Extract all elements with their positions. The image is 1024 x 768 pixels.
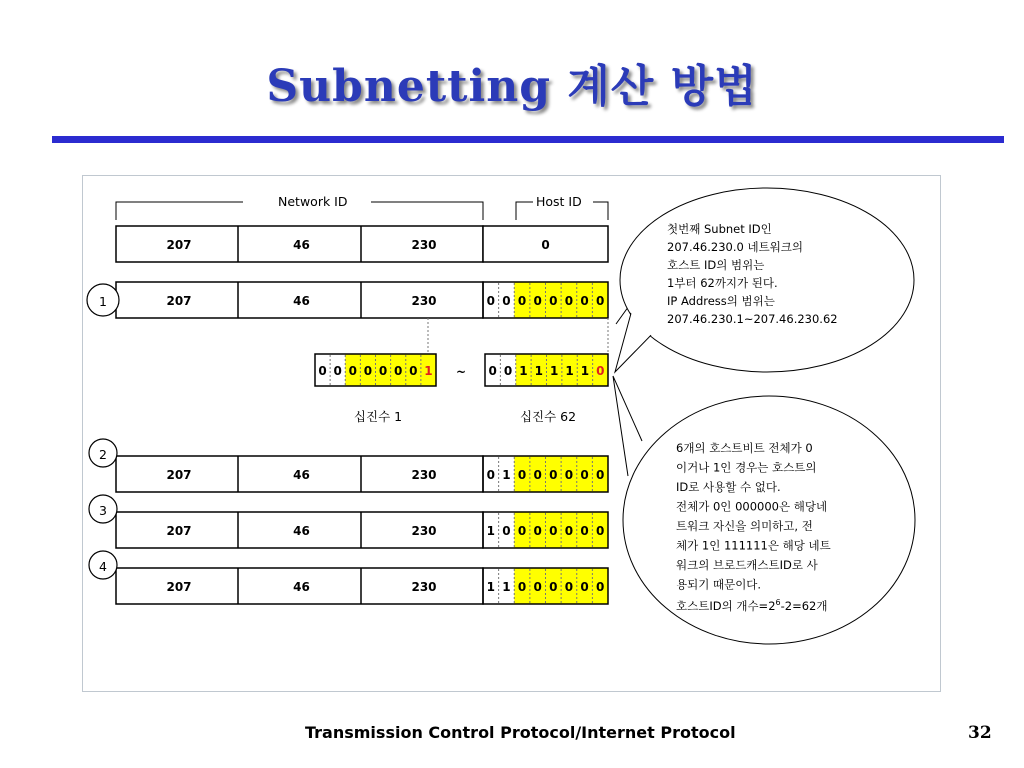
bubble-top-line: 207.46.230.1~207.46.230.62 bbox=[667, 312, 838, 326]
bit-digit: 0 bbox=[596, 294, 605, 308]
row-marker bbox=[89, 439, 117, 467]
octet-value: 230 bbox=[411, 580, 437, 594]
bubble-bottom-line: 6개의 호스트비트 전체가 0 bbox=[676, 441, 813, 455]
bit-digit: 0 bbox=[564, 580, 574, 594]
bit-digit: 0 bbox=[502, 524, 511, 538]
octet-value: 230 bbox=[411, 238, 437, 252]
bit-digit: 0 bbox=[596, 364, 605, 378]
bit-digit: 1 bbox=[580, 364, 590, 378]
address-row bbox=[89, 551, 608, 604]
octet-value: 46 bbox=[293, 238, 310, 252]
bit-digit: 0 bbox=[378, 364, 388, 378]
address-row bbox=[89, 439, 608, 492]
octet-value: 207 bbox=[166, 524, 192, 538]
host-id-bracket bbox=[516, 194, 608, 220]
marker-number: 2 bbox=[99, 447, 107, 462]
octet-value: 230 bbox=[411, 468, 437, 482]
bubble-bottom-line: 체가 1인 111111은 해당 네트 bbox=[676, 538, 831, 553]
bit-digit: 0 bbox=[564, 524, 574, 538]
host-bits bbox=[483, 456, 608, 492]
bubble-bottom bbox=[613, 376, 915, 644]
bit-digit: 0 bbox=[488, 364, 497, 378]
bubble-bottom-line: 용되기 때문이다. bbox=[676, 577, 762, 592]
row-marker bbox=[89, 551, 117, 579]
octet-value: 46 bbox=[293, 524, 310, 538]
bit-digit: 0 bbox=[318, 364, 327, 378]
bit-digit: 0 bbox=[533, 294, 542, 308]
bit-digit: 1 bbox=[534, 364, 543, 378]
bit-digit: 1 bbox=[424, 364, 433, 378]
octet-value: 46 bbox=[293, 294, 310, 308]
octet-value: 207 bbox=[166, 468, 192, 482]
bit-digit: 0 bbox=[348, 364, 357, 378]
host-count-formula: 호스트ID의 개수$=2^6-2=62$개 bbox=[676, 598, 828, 613]
network-id-label: Network ID bbox=[278, 194, 348, 209]
octet-value: 207 bbox=[166, 294, 192, 308]
marker-number: 1 bbox=[99, 294, 107, 309]
host-bits bbox=[483, 512, 608, 548]
address-row bbox=[116, 226, 608, 262]
bit-digit: 0 bbox=[517, 468, 527, 482]
bubble-top-line: 1부터 62까지가 된다. bbox=[667, 276, 778, 290]
host-range bbox=[315, 318, 608, 424]
bubble-bottom-line: 전체가 0인 000000은 해당네 bbox=[676, 499, 828, 514]
bit-digit: 0 bbox=[580, 524, 589, 538]
marker-number: 3 bbox=[99, 503, 107, 518]
bubble-top-line: 첫번째 Subnet ID인 bbox=[667, 222, 772, 236]
bit-digit: 0 bbox=[549, 294, 558, 308]
footer-text: Transmission Control Protocol/Internet Protocol bbox=[305, 723, 736, 742]
bit-digit: 0 bbox=[533, 524, 542, 538]
bubble-bottom-line: 워크의 브로드캐스트ID로 사 bbox=[676, 558, 818, 572]
bit-digit: 0 bbox=[549, 468, 558, 482]
bit-digit: 0 bbox=[596, 524, 605, 538]
bit-digit: 0 bbox=[580, 580, 589, 594]
bubble-top-line: 호스트 ID의 범위는 bbox=[667, 258, 765, 272]
address-row bbox=[89, 495, 608, 548]
row-marker bbox=[89, 495, 117, 523]
bit-digit: 1 bbox=[502, 468, 511, 482]
marker-number: 4 bbox=[99, 559, 107, 574]
host-bits bbox=[483, 282, 608, 318]
bit-digit: 1 bbox=[550, 364, 559, 378]
bit-digit: 0 bbox=[486, 468, 495, 482]
bit-digit: 1 bbox=[486, 524, 495, 538]
decimal-last: 십진수 62 bbox=[519, 409, 577, 424]
bit-digit: 1 bbox=[502, 580, 511, 594]
bit-digit: 0 bbox=[580, 294, 589, 308]
bit-digit: 1 bbox=[486, 580, 495, 594]
page-title: Subnetting 계산 방법 bbox=[266, 61, 758, 112]
range-first-bits bbox=[315, 354, 436, 386]
octet-value: 46 bbox=[293, 580, 310, 594]
bit-digit: 0 bbox=[503, 364, 513, 378]
bit-digit: 0 bbox=[549, 524, 558, 538]
subnet-diagram bbox=[83, 176, 940, 691]
address-row bbox=[87, 282, 608, 318]
bit-digit: 0 bbox=[502, 294, 511, 308]
bubble-bottom-line: 이거나 1인 경우는 호스트의 bbox=[676, 460, 817, 475]
decimal-first: 십진수 1 bbox=[353, 409, 403, 424]
octet-value: 46 bbox=[293, 468, 310, 482]
page-number: 32 bbox=[968, 723, 992, 743]
bit-digit: 0 bbox=[486, 294, 495, 308]
bit-digit: 0 bbox=[517, 580, 527, 594]
octet-value: 207 bbox=[166, 238, 192, 252]
row-marker bbox=[87, 284, 119, 316]
octet-value: 230 bbox=[411, 524, 437, 538]
bit-digit: 0 bbox=[333, 364, 342, 378]
bit-digit: 0 bbox=[580, 468, 589, 482]
bit-digit: 0 bbox=[596, 468, 605, 482]
title-rule bbox=[52, 136, 1004, 143]
bit-digit: 0 bbox=[394, 364, 403, 378]
bit-digit: 0 bbox=[596, 580, 605, 594]
bit-digit: 0 bbox=[564, 294, 574, 308]
bit-digit: 0 bbox=[517, 524, 527, 538]
range-tilde: ~ bbox=[455, 365, 467, 379]
bubble-bottom-line: 트워크 자신을 의미하고, 전 bbox=[676, 519, 813, 533]
diagram-panel bbox=[82, 175, 941, 692]
bit-digit: 1 bbox=[565, 364, 574, 378]
range-last-bits bbox=[485, 354, 608, 386]
host-value: 0 bbox=[541, 238, 550, 252]
host-bits bbox=[483, 568, 608, 604]
bit-digit: 0 bbox=[533, 580, 542, 594]
bubble-top-line: IP Address의 범위는 bbox=[667, 294, 775, 308]
bit-digit: 0 bbox=[533, 468, 542, 482]
bit-digit: 0 bbox=[549, 580, 558, 594]
octet-value: 207 bbox=[166, 580, 192, 594]
bit-digit: 0 bbox=[363, 364, 373, 378]
bubble-top bbox=[615, 188, 914, 372]
bubble-bottom-line: ID로 사용할 수 없다. bbox=[676, 480, 781, 494]
bit-digit: 0 bbox=[564, 468, 574, 482]
bit-digit: 1 bbox=[519, 364, 528, 378]
octet-value: 230 bbox=[411, 294, 437, 308]
network-id-bracket bbox=[116, 194, 483, 220]
bit-digit: 0 bbox=[409, 364, 418, 378]
bit-digit: 0 bbox=[517, 294, 527, 308]
host-id-label: Host ID bbox=[536, 194, 582, 209]
bubble-top-line: 207.46.230.0 네트워크의 bbox=[667, 240, 804, 254]
